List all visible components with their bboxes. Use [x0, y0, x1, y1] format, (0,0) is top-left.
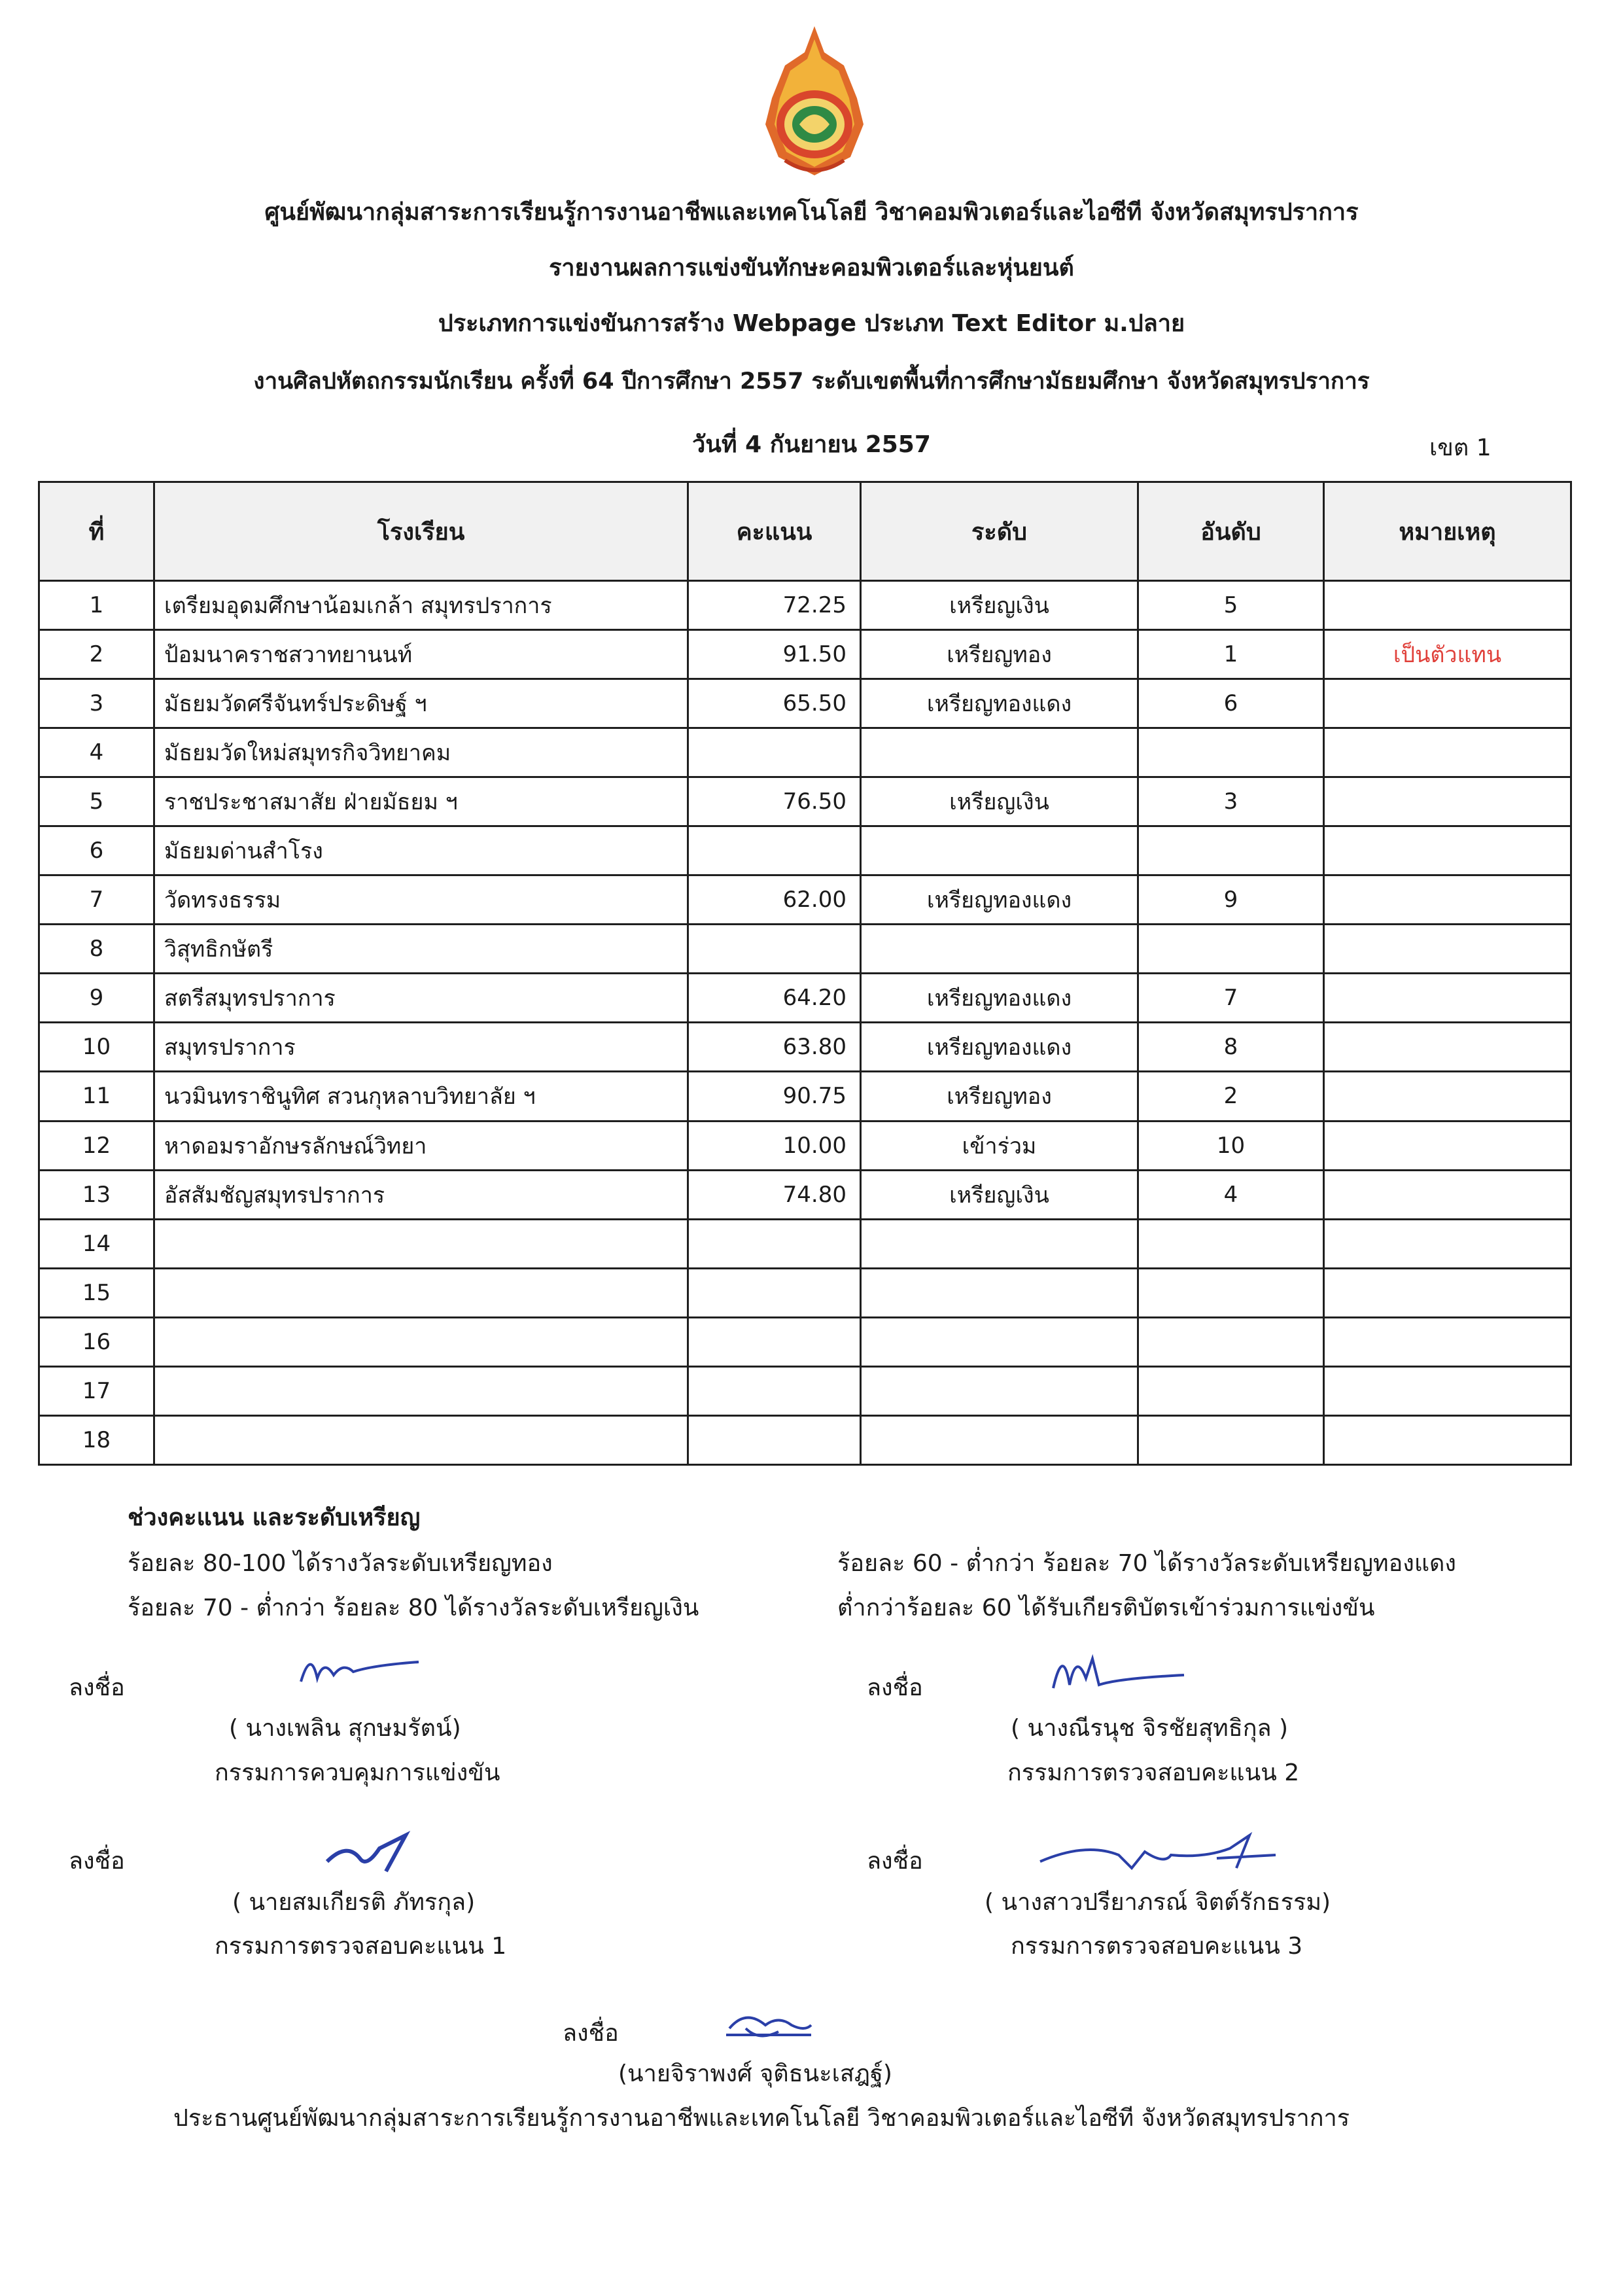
- cell-level: เหรียญทองแดง: [861, 974, 1138, 1023]
- signer-4-role: กรรมการตรวจสอบคะแนน 3: [1011, 1933, 1303, 1960]
- sign-label-4: ลงชื่อ: [867, 1848, 923, 1875]
- signature-5: [720, 2005, 818, 2045]
- cell-note: [1324, 1219, 1571, 1268]
- cell-no: 17: [39, 1366, 154, 1415]
- cell-level: เหรียญทองแดง: [861, 679, 1138, 728]
- table-row: [39, 1317, 1571, 1366]
- signer-4-name: ( นางสาวปรียาภรณ์ จิตต์รักธรรม): [985, 1889, 1331, 1916]
- cell-level: เหรียญเงิน: [861, 777, 1138, 826]
- cell-level: [861, 1317, 1138, 1366]
- cell-rank: 9: [1138, 875, 1324, 925]
- cell-no: 9: [39, 974, 154, 1023]
- col-header-score: คะแนน: [688, 482, 861, 581]
- cell-level: [861, 1268, 1138, 1317]
- cell-rank: [1138, 826, 1324, 875]
- table-row: [39, 1268, 1571, 1317]
- table-row: [39, 630, 1571, 679]
- col-header-level: ระดับ: [861, 482, 1138, 581]
- cell-score: 91.50: [688, 630, 861, 679]
- cell-no: 11: [39, 1072, 154, 1121]
- cell-rank: 7: [1138, 974, 1324, 1023]
- cell-school: สตรีสมุทรปราการ: [154, 974, 688, 1023]
- cell-rank: [1138, 1317, 1324, 1366]
- header-line-2: รายงานผลการแข่งขันทักษะคอมพิวเตอร์และหุ่นยนต์: [549, 255, 1074, 281]
- cell-score: 62.00: [688, 875, 861, 925]
- cell-school: [154, 1317, 688, 1366]
- cell-score: 90.75: [688, 1072, 861, 1121]
- cell-rank: 4: [1138, 1170, 1324, 1219]
- col-header-no: ที่: [39, 482, 154, 581]
- cell-school: วิสุทธิกษัตรี: [154, 925, 688, 974]
- cell-score: [688, 1317, 861, 1366]
- cell-rank: 10: [1138, 1121, 1324, 1170]
- table-row: [39, 875, 1571, 925]
- cell-school: ป้อมนาคราชสวาทยานนท์: [154, 630, 688, 679]
- signer-3-role: กรรมการตรวจสอบคะแนน 1: [215, 1933, 507, 1960]
- cell-school: [154, 1366, 688, 1415]
- cell-note: [1324, 974, 1571, 1023]
- cell-level: เหรียญเงิน: [861, 1170, 1138, 1219]
- table-row: [39, 728, 1571, 777]
- cell-score: 74.80: [688, 1170, 861, 1219]
- cell-note: [1324, 826, 1571, 875]
- cell-school: วัดทรงธรรม: [154, 875, 688, 925]
- cell-rank: [1138, 1415, 1324, 1464]
- signer-3-name: ( นายสมเกียรติ ภัทรกุล): [232, 1889, 476, 1916]
- table-row: [39, 1366, 1571, 1415]
- criteria-gold: ร้อยละ 80-100 ได้รางวัลระดับเหรียญทอง: [128, 1550, 553, 1577]
- cell-note: [1324, 1170, 1571, 1219]
- cell-note: เป็นตัวแทน: [1324, 630, 1571, 679]
- cell-no: 4: [39, 728, 154, 777]
- signer-5-role: ประธานศูนย์พัฒนากลุ่มสาระการเรียนรู้การงานอาชีพและเทคโนโลยี วิชาคอมพิวเตอร์และไอซีที จังหวัดสมุทรปราการ: [173, 2105, 1350, 2132]
- criteria-title: ช่วงคะแนน และระดับเหรียญ: [128, 1504, 421, 1531]
- cell-level: [861, 1366, 1138, 1415]
- cell-no: 14: [39, 1219, 154, 1268]
- table-row: [39, 925, 1571, 974]
- cell-note: [1324, 875, 1571, 925]
- signature-4: [1034, 1829, 1282, 1878]
- table-row: [39, 1415, 1571, 1464]
- cell-school: [154, 1219, 688, 1268]
- cell-rank: [1138, 1219, 1324, 1268]
- col-header-note: หมายเหตุ: [1324, 482, 1571, 581]
- cell-rank: [1138, 1268, 1324, 1317]
- signer-1-name: ( นางเพลิน สุกษมรัตน์): [229, 1715, 461, 1742]
- signer-1-role: กรรมการควบคุมการแข่งขัน: [215, 1759, 500, 1786]
- cell-level: [861, 925, 1138, 974]
- table-row: [39, 581, 1571, 630]
- cell-rank: 5: [1138, 581, 1324, 630]
- cell-no: 5: [39, 777, 154, 826]
- cell-score: [688, 1268, 861, 1317]
- cell-rank: [1138, 925, 1324, 974]
- criteria-participate: ต่ำกว่าร้อยละ 60 ได้รับเกียรติบัตรเข้าร่วมการแข่งขัน: [837, 1595, 1375, 1621]
- header-line-1: ศูนย์พัฒนากลุ่มสาระการเรียนรู้การงานอาชีพและเทคโนโลยี วิชาคอมพิวเตอร์และไอซีที จังหวัดสมุทรปราการ: [264, 199, 1359, 226]
- cell-score: 65.50: [688, 679, 861, 728]
- cell-score: 64.20: [688, 974, 861, 1023]
- cell-note: [1324, 925, 1571, 974]
- cell-level: [861, 1415, 1138, 1464]
- cell-score: [688, 1219, 861, 1268]
- cell-no: 6: [39, 826, 154, 875]
- cell-note: [1324, 1072, 1571, 1121]
- cell-rank: 6: [1138, 679, 1324, 728]
- cell-note: [1324, 581, 1571, 630]
- cell-level: [861, 826, 1138, 875]
- cell-level: เข้าร่วม: [861, 1121, 1138, 1170]
- cell-no: 13: [39, 1170, 154, 1219]
- cell-score: 76.50: [688, 777, 861, 826]
- signature-1: [294, 1646, 425, 1691]
- cell-school: หาดอมราอักษรลักษณ์วิทยา: [154, 1121, 688, 1170]
- cell-note: [1324, 777, 1571, 826]
- table-row: [39, 1121, 1571, 1170]
- table-row: [39, 974, 1571, 1023]
- cell-note: [1324, 679, 1571, 728]
- sign-label-2: ลงชื่อ: [867, 1674, 923, 1701]
- cell-score: [688, 1366, 861, 1415]
- cell-score: 63.80: [688, 1023, 861, 1072]
- table-row: [39, 777, 1571, 826]
- cell-note: [1324, 1317, 1571, 1366]
- cell-note: [1324, 1366, 1571, 1415]
- cell-rank: 8: [1138, 1023, 1324, 1072]
- cell-no: 16: [39, 1317, 154, 1366]
- cell-level: เหรียญทองแดง: [861, 1023, 1138, 1072]
- results-table: [38, 481, 1572, 1466]
- col-header-rank: อันดับ: [1138, 482, 1324, 581]
- signature-3: [321, 1829, 419, 1878]
- criteria-bronze: ร้อยละ 60 - ต่ำกว่า ร้อยละ 70 ได้รางวัลระดับเหรียญทองแดง: [837, 1550, 1457, 1577]
- sign-label-1: ลงชื่อ: [69, 1674, 125, 1701]
- cell-note: [1324, 1268, 1571, 1317]
- cell-school: มัธยมวัดใหม่สมุทรกิจวิทยาคม: [154, 728, 688, 777]
- table-row: [39, 1219, 1571, 1268]
- cell-level: [861, 728, 1138, 777]
- cell-level: เหรียญทอง: [861, 1072, 1138, 1121]
- cell-rank: 1: [1138, 630, 1324, 679]
- cell-school: มัธยมวัดศรีจันทร์ประดิษฐ์ ฯ: [154, 679, 688, 728]
- cell-level: [861, 1219, 1138, 1268]
- cell-level: เหรียญทองแดง: [861, 875, 1138, 925]
- cell-rank: [1138, 728, 1324, 777]
- signature-2: [1040, 1639, 1191, 1698]
- cell-note: [1324, 1121, 1571, 1170]
- sign-label-3: ลงชื่อ: [69, 1848, 125, 1875]
- cell-score: [688, 728, 861, 777]
- cell-no: 3: [39, 679, 154, 728]
- cell-school: มัธยมด่านสำโรง: [154, 826, 688, 875]
- table-row: [39, 1023, 1571, 1072]
- cell-level: เหรียญทอง: [861, 630, 1138, 679]
- cell-school: สมุทรปราการ: [154, 1023, 688, 1072]
- table-row: [39, 679, 1571, 728]
- table-header-row: [39, 482, 1571, 581]
- header-date: วันที่ 4 กันยายน 2557: [692, 431, 931, 458]
- emblem-logo: [759, 26, 870, 177]
- cell-school: เตรียมอุดมศึกษาน้อมเกล้า สมุทรปราการ: [154, 581, 688, 630]
- cell-school: [154, 1268, 688, 1317]
- cell-score: [688, 925, 861, 974]
- cell-note: [1324, 1023, 1571, 1072]
- cell-note: [1324, 1415, 1571, 1464]
- cell-score: [688, 1415, 861, 1464]
- cell-rank: [1138, 1366, 1324, 1415]
- criteria-silver: ร้อยละ 70 - ต่ำกว่า ร้อยละ 80 ได้รางวัลระดับเหรียญเงิน: [128, 1595, 699, 1621]
- cell-school: [154, 1415, 688, 1464]
- header-line-3: ประเภทการแข่งขันการสร้าง Webpage ประเภท Text Editor ม.ปลาย: [438, 310, 1185, 337]
- cell-score: 10.00: [688, 1121, 861, 1170]
- zone-label: เขต 1: [1429, 434, 1492, 461]
- cell-no: 1: [39, 581, 154, 630]
- table-row: [39, 1072, 1571, 1121]
- signer-2-role: กรรมการตรวจสอบคะแนน 2: [1007, 1759, 1300, 1786]
- cell-no: 18: [39, 1415, 154, 1464]
- table-row: [39, 1170, 1571, 1219]
- cell-rank: 3: [1138, 777, 1324, 826]
- header-line-4: งานศิลปหัตถกรรมนักเรียน ครั้งที่ 64 ปีการศึกษา 2557 ระดับเขตพื้นที่การศึกษามัธยมศึกษา จังหวัดสมุทรปราการ: [253, 368, 1370, 395]
- cell-school: ราชประชาสมาสัย ฝ่ายมัธยม ฯ: [154, 777, 688, 826]
- table-row: [39, 826, 1571, 875]
- cell-no: 2: [39, 630, 154, 679]
- cell-score: [688, 826, 861, 875]
- cell-no: 10: [39, 1023, 154, 1072]
- cell-school: อัสสัมชัญสมุทรปราการ: [154, 1170, 688, 1219]
- cell-level: เหรียญเงิน: [861, 581, 1138, 630]
- cell-no: 7: [39, 875, 154, 925]
- cell-school: นวมินทราชินูทิศ สวนกุหลาบวิทยาลัย ฯ: [154, 1072, 688, 1121]
- signer-5-name: (นายจิราพงศ์ จุติธนะเสฎฐ์): [618, 2060, 892, 2087]
- signer-2-name: ( นางณีรนุช จิรชัยสุทธิกุล ): [1011, 1715, 1289, 1742]
- cell-note: [1324, 728, 1571, 777]
- col-header-school: โรงเรียน: [154, 482, 688, 581]
- sign-label-5: ลงชื่อ: [563, 2020, 619, 2047]
- table-body: [39, 581, 1571, 1465]
- cell-no: 8: [39, 925, 154, 974]
- cell-score: 72.25: [688, 581, 861, 630]
- cell-no: 12: [39, 1121, 154, 1170]
- cell-no: 15: [39, 1268, 154, 1317]
- cell-rank: 2: [1138, 1072, 1324, 1121]
